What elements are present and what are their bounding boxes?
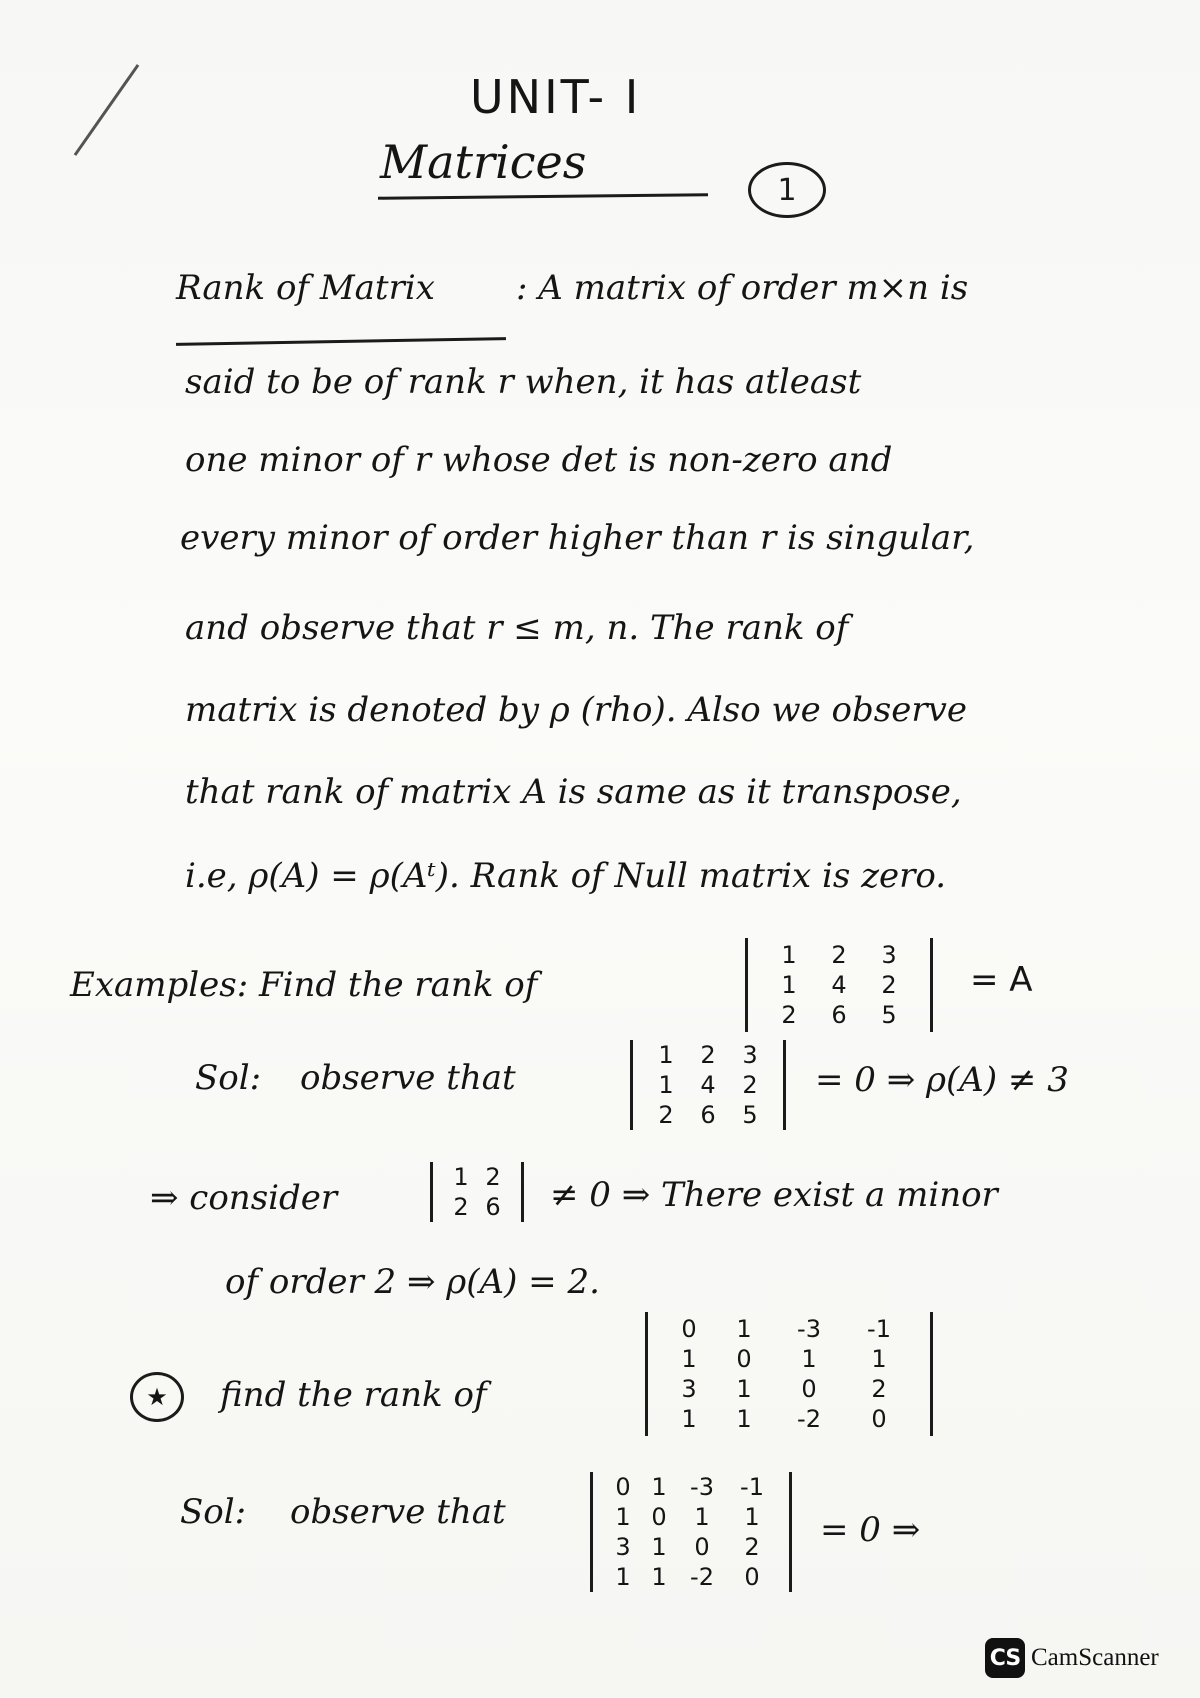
det-cell: -1 [740,1473,764,1501]
det-cell: 1 [615,1563,631,1591]
matrix-cell: 1 [681,1345,697,1373]
det-cell: 0 [651,1503,667,1531]
matrix-cell: 0 [681,1315,697,1343]
det-cell: 4 [700,1071,716,1099]
matrix-cell: 0 [736,1345,752,1373]
matrix-cell: 4 [831,971,847,999]
matrix-cell: 2 [781,1001,797,1029]
matrix-cell: 2 [881,971,897,999]
example1-prompt: Examples: Find the rank of [70,965,538,1005]
det-cell: 1 [658,1071,674,1099]
page-number-circle [748,162,826,218]
det-cell: 2 [453,1193,469,1221]
det-cell: 6 [700,1101,716,1129]
matrix-cell: 1 [781,971,797,999]
matrix-cell: 2 [831,941,847,969]
matrix-cell: -3 [797,1315,821,1343]
det-cell: 1 [615,1503,631,1531]
minor-determinant [430,1162,524,1222]
sol-label: Sol: [195,1058,262,1098]
det-cell: 1 [658,1041,674,1069]
definition-line: one minor of r whose det is non-zero and [185,440,893,480]
matrix-a [745,938,933,1032]
det-cell: 6 [485,1193,501,1221]
matrix-cell: 1 [736,1375,752,1403]
camscanner-watermark [985,1638,1159,1678]
sol-label: Sol: [180,1492,247,1532]
det-cell: 3 [742,1041,758,1069]
heading-underline [176,337,506,346]
definition-heading: Rank of Matrix [176,268,435,308]
matrix-cell: 1 [801,1345,817,1373]
det-cell: 1 [651,1533,667,1561]
det-cell: 1 [694,1503,710,1531]
camscanner-logo-icon [985,1638,1025,1678]
det-cell: 2 [742,1071,758,1099]
det-cell: 1 [651,1563,667,1591]
matrix-cell: 0 [871,1405,887,1433]
logo-mark-text: CS [989,1645,1021,1671]
matrix-cell: 1 [781,941,797,969]
det-cell: -3 [690,1473,714,1501]
definition-line: that rank of matrix A is same as it transpose, [185,772,962,812]
minor-result: ≠ 0 ⇒ There exist a minor [550,1175,998,1215]
unit-title: UNIT- I [470,70,642,124]
matrix-cell: 6 [831,1001,847,1029]
page-number: 1 [777,172,797,208]
matrix-cell: 5 [881,1001,897,1029]
det-cell: -2 [690,1563,714,1591]
definition-line: every minor of order higher than r is singular, [180,518,975,558]
determinant-a [630,1040,786,1130]
sol-text: observe that [290,1492,506,1532]
sol-text: observe that [300,1058,516,1098]
det-cell: 2 [700,1041,716,1069]
matrix-cell: 2 [871,1375,887,1403]
det-cell: 0 [694,1533,710,1561]
det-cell: 0 [744,1563,760,1591]
star-marker: ★ [146,1383,168,1411]
det-cell: 2 [658,1101,674,1129]
determinant-b [590,1472,792,1592]
matrix-cell: 1 [871,1345,887,1373]
matrix-cell: 0 [801,1375,817,1403]
det-cell: 1 [453,1163,469,1191]
consider-text: ⇒ consider [150,1178,338,1218]
topic-title: Matrices [380,135,587,189]
matrix-cell: 1 [736,1315,752,1343]
matrix-cell: 3 [681,1375,697,1403]
det-result: = 0 ⇒ ρ(A) ≠ 3 [815,1060,1069,1100]
det-result: = 0 ⇒ [820,1510,921,1550]
definition-line: matrix is denoted by ρ (rho). Also we observe [185,690,967,730]
definition-line: and observe that r ≤ m, n. The rank of [185,608,849,648]
matrix-cell: 3 [881,941,897,969]
definition-line: said to be of rank r when, it has atleast [185,362,862,402]
det-cell: 0 [615,1473,631,1501]
det-cell: 3 [615,1533,631,1561]
brand-name: CamScanner [1031,1644,1159,1671]
matrix-cell: -2 [797,1405,821,1433]
star-marker-icon [130,1372,184,1422]
example1-conclusion: of order 2 ⇒ ρ(A) = 2. [225,1262,600,1302]
det-cell: 1 [744,1503,760,1531]
det-cell: 5 [742,1101,758,1129]
matrix-b [645,1312,933,1436]
matrix-name: = A [970,960,1033,1000]
example2-prompt: find the rank of [220,1375,487,1415]
topic-underline [378,193,708,199]
det-cell: 2 [485,1163,501,1191]
matrix-cell: -1 [867,1315,891,1343]
definition-line: : A matrix of order m×n is [516,268,969,308]
definition-line: i.e, ρ(A) = ρ(Aᵗ). Rank of Null matrix is zero. [185,856,947,896]
det-cell: 2 [744,1533,760,1561]
matrix-cell: 1 [681,1405,697,1433]
matrix-cell: 1 [736,1405,752,1433]
det-cell: 1 [651,1473,667,1501]
pen-stroke [74,64,140,156]
